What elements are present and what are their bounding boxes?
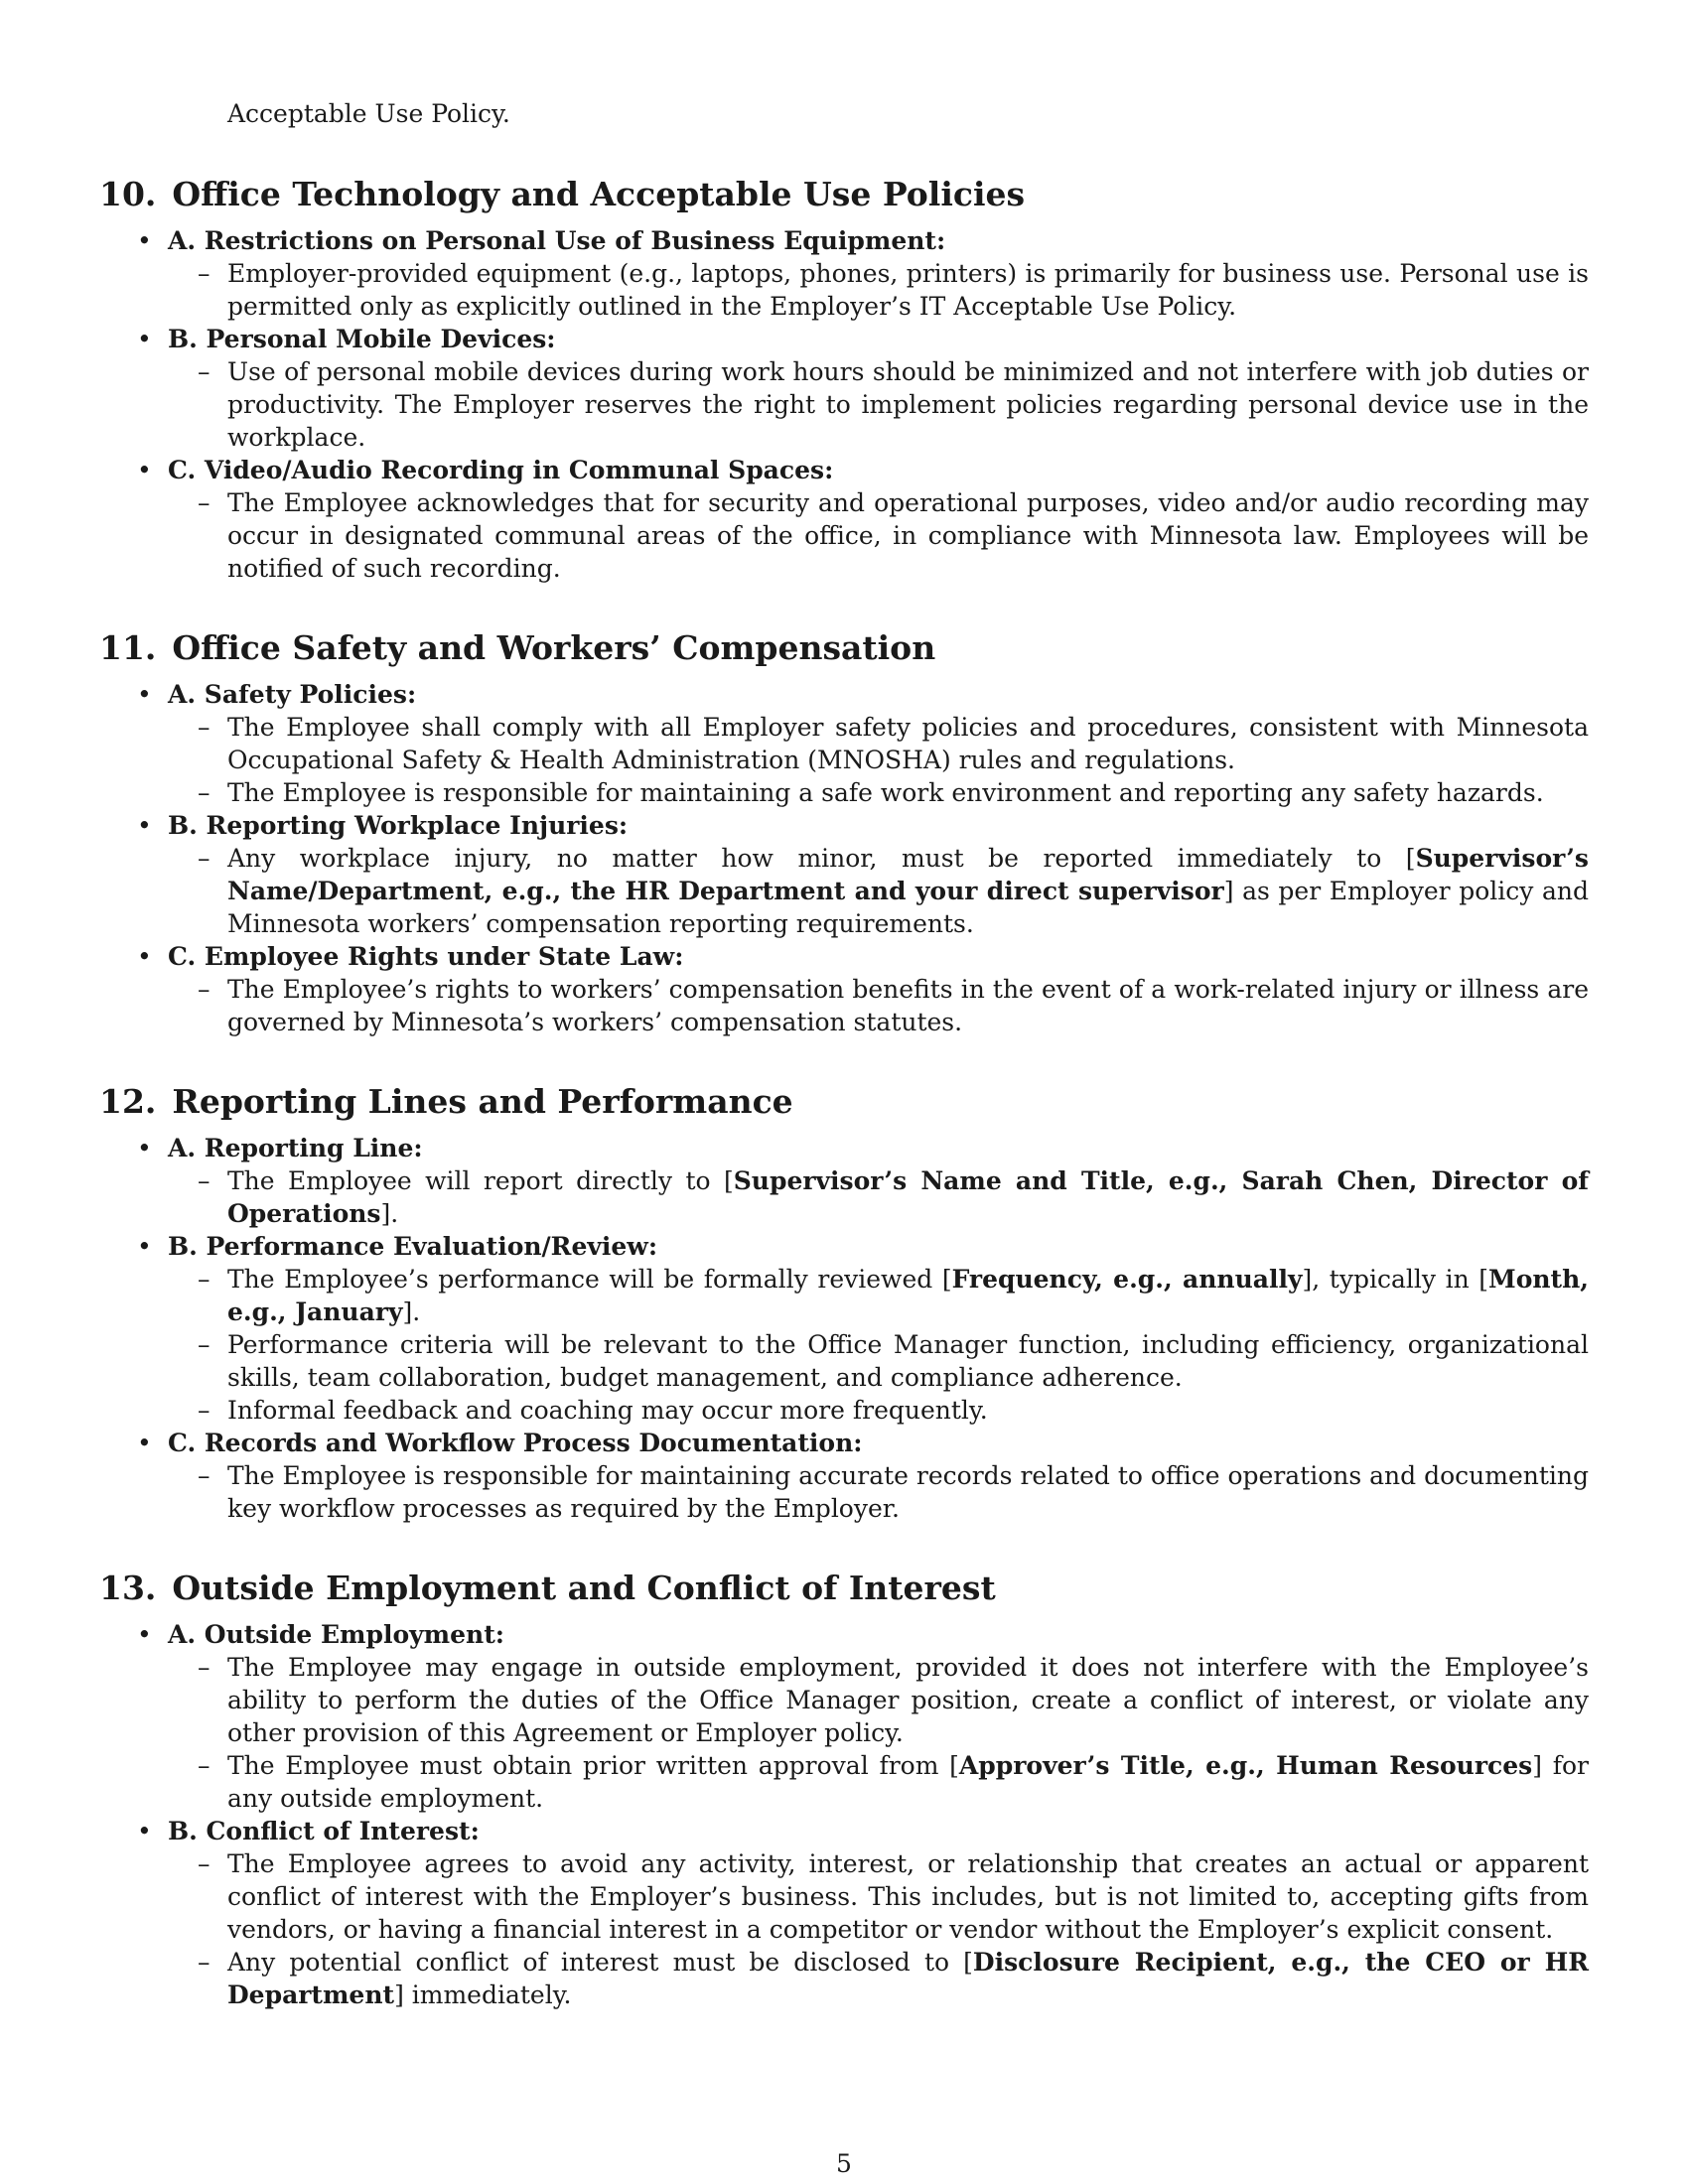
section-heading bbox=[99, 173, 1589, 216]
bullet-icon: • bbox=[137, 1134, 152, 1162]
carryover-text: Acceptable Use Policy. bbox=[227, 99, 510, 128]
list-item bbox=[99, 1230, 1589, 1427]
dash-icon: – bbox=[198, 488, 211, 517]
section-title: Office Technology and Acceptable Use Policies bbox=[172, 175, 1026, 213]
body-text: The Employee shall comply with all Employer safety policies and procedures, consistent with Minnesota Occupational Safety & Health Administration (MNOSHA) rules and regulations. bbox=[227, 713, 1589, 774]
section-number: 12. bbox=[99, 1082, 157, 1121]
body-text: ]. bbox=[402, 1297, 421, 1326]
bullet-icon: • bbox=[137, 226, 152, 255]
placeholder-text: Approver’s Title, e.g., Human Resources bbox=[958, 1751, 1533, 1780]
sub-item bbox=[168, 1847, 1589, 1946]
sub-list bbox=[168, 1164, 1589, 1230]
list-item bbox=[99, 454, 1589, 585]
body-text: The Employee must obtain prior written approval from [ bbox=[227, 1751, 959, 1780]
bullet-icon: • bbox=[137, 1232, 152, 1261]
sub-list bbox=[168, 1847, 1589, 2011]
placeholder-text: Disclosure Recipient, e.g., the CEO or HR Department bbox=[227, 1948, 1589, 2009]
body-text: ] as per Employer policy and Minnesota workers’ compensation reporting requirements. bbox=[227, 877, 1589, 938]
bullet-icon: • bbox=[137, 1620, 152, 1649]
sections-container bbox=[99, 173, 1589, 2011]
body-text: The Employee is responsible for maintaining accurate records related to office operations and documenting key workflow processes as required by the Employer. bbox=[227, 1461, 1590, 1523]
body-text: The Employee is responsible for maintaining a safe work environment and reporting any safety hazards. bbox=[227, 778, 1544, 807]
sub-list bbox=[168, 1459, 1589, 1525]
dash-icon: – bbox=[198, 1265, 211, 1294]
body-text: The Employee will report directly to [ bbox=[227, 1166, 734, 1195]
dash-icon: – bbox=[198, 975, 211, 1004]
page-number: 5 bbox=[836, 2149, 852, 2178]
body-text: Any workplace injury, no matter how minor, must be reported immediately to [ bbox=[227, 844, 1416, 873]
item-list bbox=[99, 224, 1589, 585]
list-item bbox=[99, 323, 1589, 454]
item-heading: C. Video/Audio Recording in Communal Spaces: bbox=[168, 456, 834, 484]
list-item bbox=[99, 809, 1589, 940]
sub-item bbox=[168, 355, 1589, 454]
list-item bbox=[99, 1132, 1589, 1230]
sub-item bbox=[168, 776, 1589, 809]
sub-item bbox=[168, 842, 1589, 940]
dash-icon: – bbox=[198, 259, 211, 288]
dash-icon: – bbox=[198, 1849, 211, 1878]
dash-icon: – bbox=[198, 1461, 211, 1490]
body-text: Any potential conflict of interest must be disclosed to [ bbox=[227, 1948, 973, 1977]
body-text: The Employee’s performance will be formally reviewed [ bbox=[227, 1265, 952, 1294]
item-heading: B. Reporting Workplace Injuries: bbox=[168, 811, 629, 840]
bullet-icon: • bbox=[137, 456, 152, 484]
bullet-icon: • bbox=[137, 680, 152, 709]
body-text: The Employee acknowledges that for security and operational purposes, video and/or audio recording may occur in designated communal areas of the office, in compliance with Minnesota law. Employees will be notified of such recording. bbox=[227, 488, 1589, 583]
sub-item bbox=[168, 1328, 1589, 1394]
section-12 bbox=[99, 1080, 1589, 1525]
sub-item bbox=[168, 257, 1589, 323]
item-heading: C. Employee Rights under State Law: bbox=[168, 942, 684, 971]
section-number: 11. bbox=[99, 628, 157, 667]
body-text: The Employee agrees to avoid any activity, interest, or relationship that creates an actual or apparent conflict of interest with the Employer’s business. This includes, but is not limited to, accepting gifts from vendors, or having a financial interest in a competitor or vendor without the Employer’s explicit consent. bbox=[227, 1849, 1589, 1944]
body-text: Performance criteria will be relevant to the Office Manager function, including efficiency, organizational skills, team collaboration, budget management, and compliance adherence. bbox=[227, 1330, 1589, 1392]
body-text: ], typically in [ bbox=[1302, 1265, 1489, 1294]
sub-item bbox=[168, 1394, 1589, 1427]
body-text: Informal feedback and coaching may occur more frequently. bbox=[227, 1396, 988, 1425]
section-heading bbox=[99, 626, 1589, 670]
item-heading: A. Restrictions on Personal Use of Business Equipment: bbox=[168, 226, 946, 255]
item-heading: B. Conflict of Interest: bbox=[168, 1817, 480, 1845]
body-text: Employer-provided equipment (e.g., laptops, phones, printers) is primarily for business use. Personal use is permitted only as explicitly outlined in the Employer’s IT Acceptable Use Policy. bbox=[227, 259, 1589, 321]
sub-item bbox=[168, 1749, 1589, 1815]
item-list bbox=[99, 678, 1589, 1038]
item-heading: A. Reporting Line: bbox=[168, 1134, 423, 1162]
section-number: 10. bbox=[99, 175, 157, 213]
sub-item bbox=[168, 1164, 1589, 1230]
sub-item bbox=[168, 1946, 1589, 2011]
dash-icon: – bbox=[198, 778, 211, 807]
body-text: ] for any outside employment. bbox=[227, 1751, 1589, 1813]
sub-list bbox=[168, 842, 1589, 940]
item-list bbox=[99, 1618, 1589, 2011]
list-item bbox=[99, 940, 1589, 1038]
item-heading: B. Personal Mobile Devices: bbox=[168, 325, 556, 353]
placeholder-text: Frequency, e.g., annually bbox=[951, 1265, 1303, 1294]
item-heading: C. Records and Workflow Process Documentation: bbox=[168, 1429, 863, 1457]
sub-list bbox=[168, 1651, 1589, 1815]
body-text: ]. bbox=[380, 1199, 399, 1228]
sub-item bbox=[168, 486, 1589, 585]
body-text: ] immediately. bbox=[394, 1980, 572, 2009]
item-heading: A. Safety Policies: bbox=[168, 680, 417, 709]
section-10 bbox=[99, 173, 1589, 585]
body-text: The Employee’s rights to workers’ compensation benefits in the event of a work-related injury or illness are governed by Minnesota’s workers’ compensation statutes. bbox=[227, 975, 1589, 1036]
bullet-icon: • bbox=[137, 811, 152, 840]
bullet-icon: • bbox=[137, 325, 152, 353]
placeholder-text: Supervisor’s Name and Title, e.g., Sarah Chen, Director of Operations bbox=[227, 1166, 1590, 1228]
sub-list bbox=[168, 711, 1589, 809]
list-item bbox=[99, 1815, 1589, 2011]
sub-item bbox=[168, 1651, 1589, 1749]
dash-icon: – bbox=[198, 357, 211, 386]
dash-icon: – bbox=[198, 1330, 211, 1359]
sub-list bbox=[168, 1263, 1589, 1427]
placeholder-text: Supervisor’s Name/Department, e.g., the HR Department and your direct supervisor bbox=[227, 844, 1589, 905]
section-number: 13. bbox=[99, 1569, 157, 1607]
placeholder-text: Month, e.g., January bbox=[227, 1265, 1589, 1326]
sub-item bbox=[168, 1459, 1589, 1525]
body-text: The Employee may engage in outside employment, provided it does not interfere with the Employee’s ability to perform the duties of the Office Manager position, create a conflict of interest, or violate any other provision of this Agreement or Employer policy. bbox=[227, 1653, 1589, 1747]
list-item bbox=[99, 224, 1589, 323]
item-heading: A. Outside Employment: bbox=[168, 1620, 504, 1649]
dash-icon: – bbox=[198, 1751, 211, 1780]
sub-item bbox=[168, 711, 1589, 776]
bullet-icon: • bbox=[137, 1817, 152, 1845]
section-title: Office Safety and Workers’ Compensation bbox=[172, 628, 936, 667]
dash-icon: – bbox=[198, 713, 211, 742]
bullet-icon: • bbox=[137, 1429, 152, 1457]
section-11 bbox=[99, 626, 1589, 1038]
dash-icon: – bbox=[198, 1396, 211, 1425]
bullet-icon: • bbox=[137, 942, 152, 971]
dash-icon: – bbox=[198, 1166, 211, 1195]
document-page bbox=[99, 97, 1589, 2011]
dash-icon: – bbox=[198, 1948, 211, 1977]
item-list bbox=[99, 1132, 1589, 1525]
sub-item bbox=[168, 1263, 1589, 1328]
item-heading: B. Performance Evaluation/Review: bbox=[168, 1232, 658, 1261]
sub-list bbox=[168, 257, 1589, 323]
body-text: Use of personal mobile devices during work hours should be minimized and not interfere with job duties or productivity. The Employer reserves the right to implement policies regarding personal device use in the workplace. bbox=[227, 357, 1589, 452]
dash-icon: – bbox=[198, 844, 211, 873]
sub-list bbox=[168, 486, 1589, 585]
section-13 bbox=[99, 1567, 1589, 2011]
sub-item bbox=[168, 973, 1589, 1038]
section-heading bbox=[99, 1080, 1589, 1124]
sub-list bbox=[168, 973, 1589, 1038]
sub-list bbox=[168, 355, 1589, 454]
list-item bbox=[99, 678, 1589, 809]
list-item bbox=[99, 1618, 1589, 1815]
section-heading bbox=[99, 1567, 1589, 1610]
section-title: Outside Employment and Conflict of Interest bbox=[172, 1569, 996, 1607]
section-title: Reporting Lines and Performance bbox=[172, 1082, 793, 1121]
list-item bbox=[99, 1427, 1589, 1525]
dash-icon: – bbox=[198, 1653, 211, 1682]
